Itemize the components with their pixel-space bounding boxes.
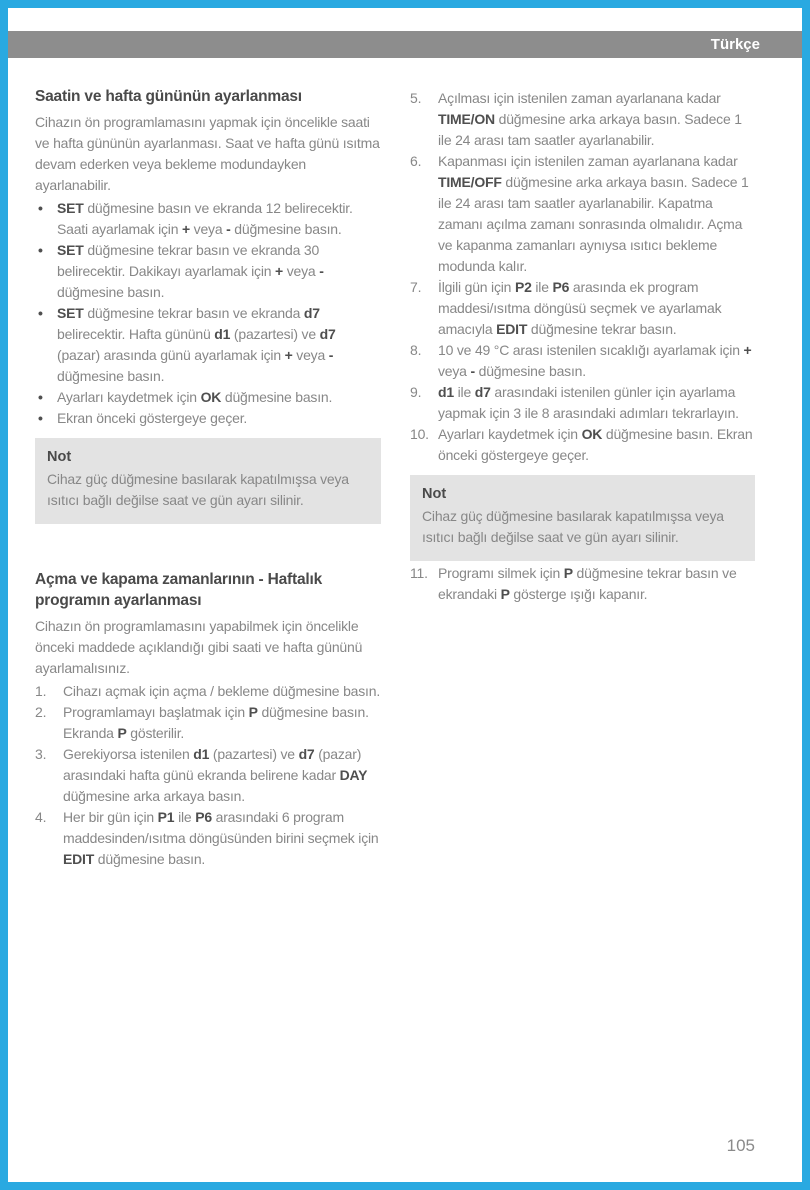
list-item-text: Açılması için istenilen zaman ayarlanana kadar TIME/ON düğmesine arka arkaya basın. Sadece 1 ile 24 arası tam saatler ayarlanabilir.	[438, 90, 742, 148]
list-item	[35, 303, 381, 387]
right-column	[410, 86, 755, 870]
list-item-text: SET düğmesine basın ve ekranda 12 belirecektir. Saati ayarlamak için + veya - düğmesine basın.	[57, 200, 353, 237]
list-item	[410, 277, 755, 340]
list-item-text: Kapanması için istenilen zaman ayarlanana kadar TIME/OFF düğmesine arka arkaya basın. Sadece 1 ile 24 arası tam saatler ayarlanabilir. Kapatma zamanı açılma zamanı sonrasında olmalıdır. Açma ve kapanma zamanları aynıysa ısıtıcı bekleme modunda kalır.	[438, 153, 749, 274]
note-title: Not	[47, 449, 72, 465]
language-header-bar	[8, 31, 802, 58]
note-body: Cihaz güç düğmesine basılarak kapatılmışsa veya ısıtıcı bağlı değilse saat ve gün ayarı silinir.	[422, 508, 724, 545]
list-item-text: Programı silmek için P düğmesine tekrar basın ve ekrandaki P gösterge ışığı kapanır.	[438, 565, 737, 602]
numbered-list	[35, 681, 381, 870]
list-item	[410, 424, 755, 466]
list-item-text: Ekran önceki göstergeye geçer.	[57, 410, 248, 426]
section-weekly-program	[35, 569, 381, 870]
list-item	[410, 382, 755, 424]
list-item-number: 10.	[410, 426, 429, 442]
list-item-text: SET düğmesine tekrar basın ve ekranda 30 belirecektir. Dakikayı ayarlamak için + veya - düğmesine basın.	[57, 242, 324, 300]
list-item-text: Ayarları kaydetmek için OK düğmesine basın. Ekran önceki göstergeye geçer.	[438, 426, 753, 463]
list-item-text: Programlamayı başlatmak için P düğmesine basın. Ekranda P gösterilir.	[63, 704, 369, 741]
list-item-text: Ayarları kaydetmek için OK düğmesine basın.	[57, 389, 333, 405]
list-item-number: 2.	[35, 704, 47, 720]
list-item-number: 9.	[410, 384, 422, 400]
list-item-number: 5.	[410, 90, 422, 106]
list-item-text: Her bir gün için P1 ile P6 arasındaki 6 program maddesinden/ısıtma döngüsünden birini seçmek için EDIT düğmesine basın.	[63, 809, 379, 867]
note-body: Cihaz güç düğmesine basılarak kapatılmışsa veya ısıtıcı bağlı değilse saat ve gün ayarı silinir.	[47, 471, 349, 508]
page-number: 105	[726, 1136, 755, 1155]
list-item	[35, 408, 381, 429]
section-title-weekly-program: Açma ve kapama zamanlarının - Haftalık programın ayarlanması	[35, 571, 323, 609]
list-item	[410, 340, 755, 382]
intro-paragraph: Cihazın ön programlamasını yapabilmek için öncelikle önceki maddede açıklandığı gibi saati ve hafta gününü ayarlamalısınız.	[35, 618, 363, 676]
list-item-number: 4.	[35, 809, 47, 825]
list-item	[35, 681, 381, 702]
list-item	[35, 387, 381, 408]
list-item	[35, 198, 381, 240]
list-item-number: 3.	[35, 746, 47, 762]
left-column	[35, 86, 381, 870]
list-item-number: 6.	[410, 153, 422, 169]
list-item	[35, 240, 381, 303]
numbered-list	[410, 563, 755, 605]
list-item-text: İlgili gün için P2 ile P6 arasında ek program maddesi/ısıtma döngüsü seçmek ve ayarlamak amacıyla EDIT düğmesine tekrar basın.	[438, 279, 722, 337]
list-item	[35, 744, 381, 807]
language-label: Türkçe	[710, 36, 760, 53]
list-item-text: Gerekiyorsa istenilen d1 (pazartesi) ve d7 (pazar) arasındaki hafta günü ekranda belirene kadar DAY düğmesine arka arkaya basın.	[63, 746, 368, 804]
note-box	[410, 475, 755, 561]
intro-paragraph: Cihazın ön programlamasını yapmak için öncelikle saati ve hafta gününün ayarlanması. Saat ve hafta günü ısıtma devam ederken veya bekleme modundayken ayarlanabilir.	[35, 114, 380, 193]
list-item	[410, 88, 755, 151]
page-content	[35, 86, 755, 870]
note-box	[35, 438, 381, 524]
list-item-text: 10 ve 49 °C arası istenilen sıcaklığı ayarlamak için + veya - düğmesine basın.	[438, 342, 752, 379]
list-item-number: 11.	[410, 565, 428, 581]
list-item	[410, 563, 755, 605]
list-item-number: 8.	[410, 342, 422, 358]
list-item-number: 7.	[410, 279, 422, 295]
numbered-list	[410, 88, 755, 466]
list-item-number: 1.	[35, 683, 47, 699]
list-item	[410, 151, 755, 277]
note-title: Not	[422, 486, 447, 502]
list-item-text: Cihazı açmak için açma / bekleme düğmesine basın.	[63, 683, 381, 699]
list-item	[35, 807, 381, 870]
section-title-clock-setting: Saatin ve hafta gününün ayarlanması	[35, 88, 302, 105]
bullet-list	[35, 198, 381, 429]
list-item	[35, 702, 381, 744]
list-item-text: SET düğmesine tekrar basın ve ekranda d7 belirecektir. Hafta gününü d1 (pazartesi) ve d7 (pazar) arasında günü ayarlamak için + veya - düğmesine basın.	[57, 305, 336, 384]
list-item-text: d1 ile d7 arasındaki istenilen günler için ayarlama yapmak için 3 ile 8 arasındaki adımları tekrarlayın.	[438, 384, 739, 421]
